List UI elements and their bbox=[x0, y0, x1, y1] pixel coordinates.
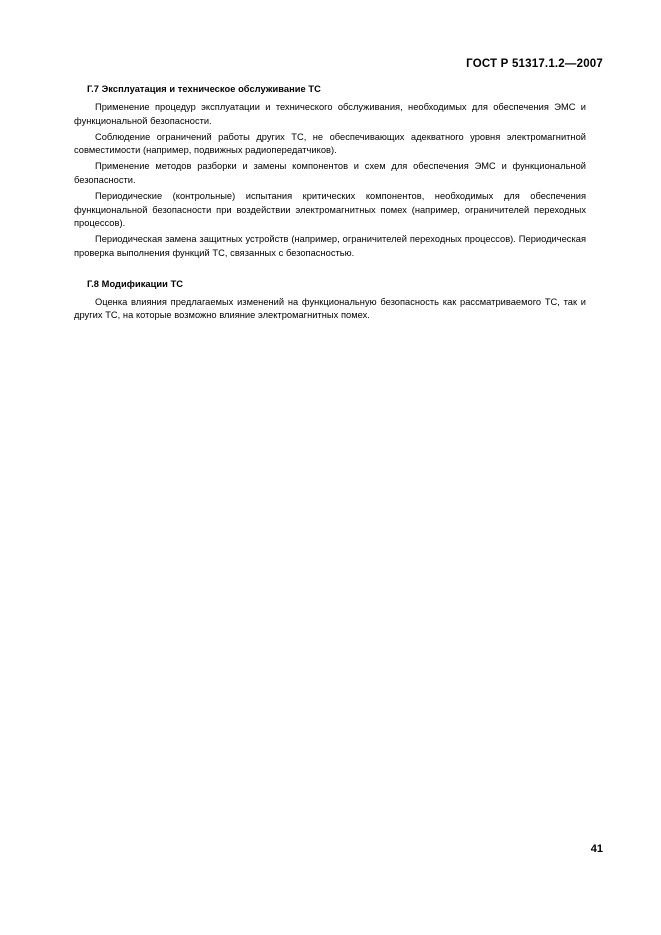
paragraph: Соблюдение ограничений работы других ТС, не обеспечивающих адекватного уровня электромагнитной совместимости (например, подвижных радиопередатчиков). bbox=[74, 131, 586, 156]
paragraph: Применение методов разборки и замены компонентов и схем для обеспечения ЭМС и функциональной безопасности. bbox=[74, 161, 586, 185]
section-heading-g8: Г.8 Модификации ТС bbox=[87, 278, 184, 289]
paragraph: Периодическая замена защитных устройств (например, ограничителей переходных процессов). Периодическая проверка выполнения функций ТС, связанных с безопасностью. bbox=[74, 234, 586, 258]
paragraph: Применение процедур эксплуатации и технического обслуживания, необходимых для обеспечения ЭМС и функциональной безопасности. bbox=[74, 102, 586, 126]
paragraph: Периодические (контрольные) испытания критических компонентов, необходимых для обеспечения функциональной безопасности при воздействии электромагнитных помех (например, ограничителей переходных процессов). bbox=[74, 191, 586, 229]
paragraph: Оценка влияния предлагаемых изменений на функциональную безопасность как рассматриваемого ТС, так и других ТС, на которые возможно влияние электромагнитных помех. bbox=[74, 296, 586, 321]
section-heading-g7: Г.7 Эксплуатация и техническое обслуживание ТС bbox=[87, 84, 321, 94]
page-number: 41 bbox=[590, 843, 603, 855]
page-header-standard-number: ГОСТ Р 51317.1.2—2007 bbox=[466, 58, 603, 70]
document-body bbox=[74, 84, 586, 325]
